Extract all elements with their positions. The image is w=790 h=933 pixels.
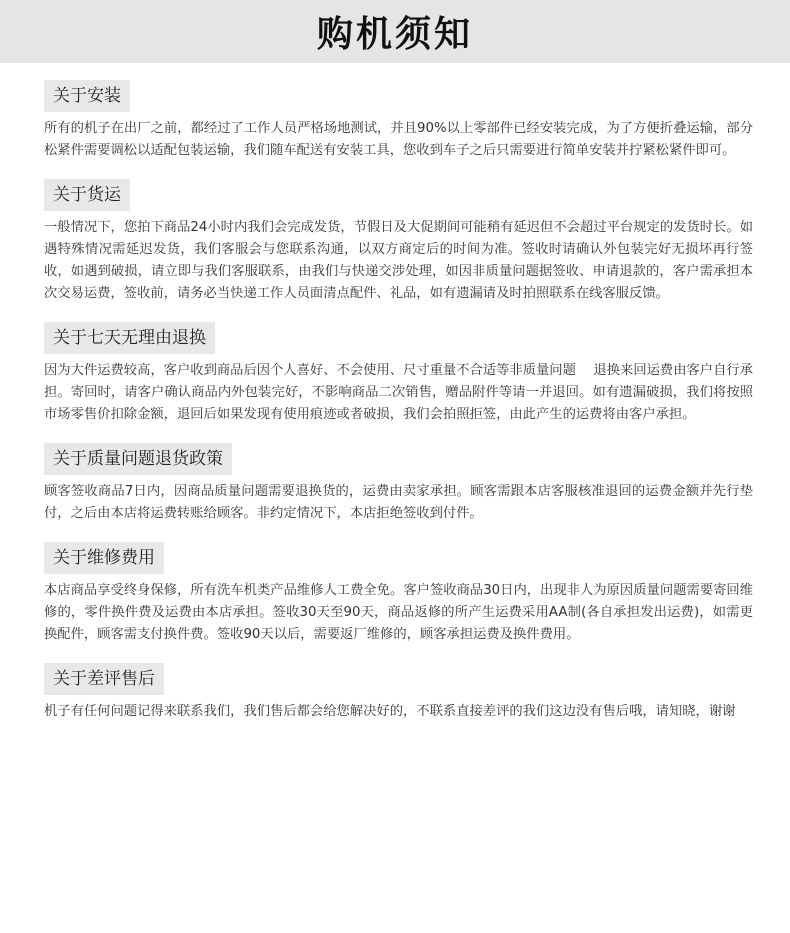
section-body: 一般情况下，您拍下商品24小时内我们会完成发货，节假日及大促期间可能稍有延迟但不会超过平台规定的发货时长。如遇特殊情况需延迟发货，我们客服会与您联系沟通，以双方商定后的时间为准。签收时请确认外包装完好无损坏再行签收，如遇到破损，请立即与我们客服联系，由我们与快递交涉处理，如因非质量问题据签收、申请退款的，客户需承担本次交易运费，签收前，请务必当快递工作人员面清点配件、礼品，如有遗漏请及时拍照联系在线客服反馈。	[44, 220, 753, 301]
section-body: 因为大件运费较高，客户收到商品后因个人喜好、不会使用、尺寸重量不合适等非质量问题 退换来回运费由客户自行承担。寄回时，请客户确认商品内外包装完好，不影响商品二次销售，赠品附件等请一并退回。如有遗漏破损，我们将按照市场零售价扣除金额，退回后如果发现有使用痕迹或者破损，我们会拍照拒签，由此产生的运费将由客户承担。	[44, 363, 753, 422]
section-heading: 关于维修费用	[44, 542, 164, 574]
section-shipping	[44, 179, 753, 305]
section-body: 机子有任何问题记得来联系我们，我们售后都会给您解决好的，不联系直接差评的我们这边没有售后哦，请知晓，谢谢	[44, 704, 736, 719]
section-repair-fees	[44, 542, 753, 646]
section-negative-review	[44, 663, 753, 723]
notice-sections	[0, 80, 790, 723]
title-banner	[0, 0, 790, 63]
section-body: 所有的机子在出厂之前，都经过了工作人员严格场地测试，并且90%以上零部件已经安装完成，为了方便折叠运输，部分松紧件需要调松以适配包装运输，我们随车配送有安装工具，您收到车子之后只需要进行简单安装并拧紧松紧件即可。	[44, 121, 753, 158]
section-body: 顾客签收商品7日内，因商品质量问题需要退换货的，运费由卖家承担。顾客需跟本店客服核准退回的运费金额并先行垫付，之后由本店将运费转账给顾客。非约定情况下，本店拒绝签收到付件。	[44, 484, 753, 521]
section-heading: 关于货运	[44, 179, 130, 211]
section-quality-return-policy	[44, 443, 753, 525]
section-heading: 关于质量问题退货政策	[44, 443, 232, 475]
page-title: 购机须知	[316, 14, 473, 55]
section-body: 本店商品享受终身保修，所有洗车机类产品维修人工费全免。客户签收商品30日内，出现非人为原因质量问题需要寄回维修的，零件换件费及运费由本店承担。签收30天至90天，商品返修的所产生运费采用AA制(各自承担发出运费)，如需更换配件，顾客需支付换件费。签收90天以后，需要返厂维修的，顾客承担运费及换件费用。	[44, 583, 753, 642]
section-heading: 关于七天无理由退换	[44, 322, 215, 354]
section-seven-day-return	[44, 322, 753, 426]
section-heading: 关于安装	[44, 80, 130, 112]
section-heading: 关于差评售后	[44, 663, 164, 695]
section-installation	[44, 80, 753, 162]
